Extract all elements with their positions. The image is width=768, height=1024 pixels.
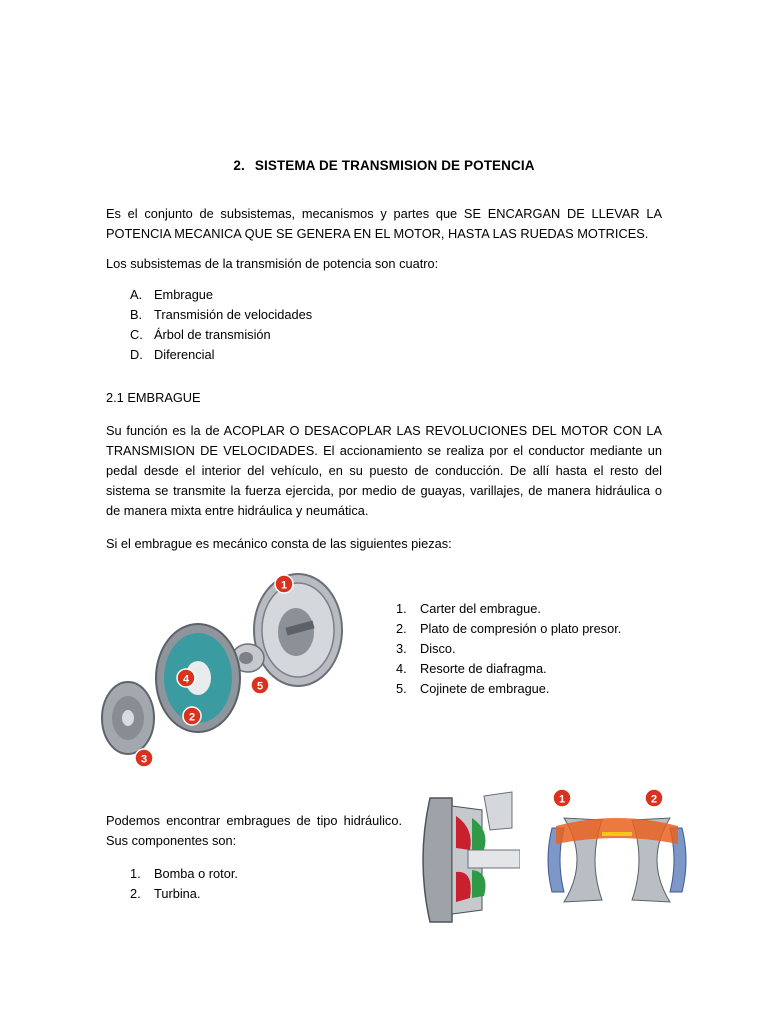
svg-text:5: 5 [256,680,264,693]
list-item: 2. Plato de compresión o plato presor. [396,621,622,636]
list-item: C. Árbol de transmisión [130,327,271,342]
svg-text:1: 1 [558,793,566,806]
clutch-disc-shape [102,682,154,754]
list-item: A. Embrague [130,287,214,302]
list-item: 3. Disco. [396,641,456,656]
callout-pump-1 [553,789,571,807]
svg-text:2: 2 [188,711,196,724]
callout-4 [177,669,195,687]
callout-3 [135,749,153,767]
callout-turbine-2 [645,789,663,807]
mechanical-intro: Si el embrague es mecánico consta de las siguientes piezas: [106,536,452,551]
section-number: 2. [233,158,245,173]
list-item: D. Diferencial [130,347,215,362]
list-item: 1. Carter del embrague. [396,601,541,616]
mechanical-parts-list [396,599,621,699]
list-item: 5. Cojinete de embrague. [396,681,550,696]
svg-text:4: 4 [182,673,190,686]
list-item: 2. Turbina. [130,886,201,901]
hydraulic-clutch-cutaway-illustration [412,788,520,932]
list-item: 1. Bomba o rotor. [130,866,238,881]
subsystems-list [130,285,312,365]
hydraulic-parts-list [130,864,238,904]
embrague-heading: 2.1 EMBRAGUE [106,390,201,405]
callout-5 [251,676,269,694]
hydraulic-intro: Podemos encontrar embragues de tipo hidráulico. Sus componentes son: [106,813,402,848]
section-title-text: SISTEMA DE TRANSMISION DE POTENCIA [254,158,535,173]
pump-turbine-illustration [542,788,692,932]
subsystems-intro: Los subsistemas de la transmisión de potencia son cuatro: [106,256,439,271]
callout-1 [275,575,293,593]
svg-text:1: 1 [280,579,288,592]
clutch-exploded-illustration [100,570,380,770]
callout-2 [183,707,201,725]
svg-text:3: 3 [140,753,148,766]
section-title [0,158,768,173]
intro-paragraph: Es el conjunto de subsistemas, mecanismos y partes que SE ENCARGAN DE LLEVAR LA POTENCIA MECANICA QUE SE GENERA EN EL MOTOR, HASTA LAS RUEDAS MOTRICES. [106,206,662,241]
list-item: B. Transmisión de velocidades [130,307,313,322]
list-item: 4. Resorte de diafragma. [396,661,547,676]
svg-text:2: 2 [650,793,658,806]
embrague-function-paragraph: Su función es la de ACOPLAR O DESACOPLAR LAS REVOLUCIONES DEL MOTOR CON LA TRANSMISION DE VELOCIDADES. El accionamiento se realiza por el conductor mediante un pedal desde el interior del vehículo, en su puesto de conducción. De allí hasta el resto del sistema se transmite la fuerza ejercida, por medio de guayas, varillajes, de manera hidráulica o de manera mixta entre hidráulica y neumática. [106,423,662,518]
clutch-housing-shape [254,574,342,686]
